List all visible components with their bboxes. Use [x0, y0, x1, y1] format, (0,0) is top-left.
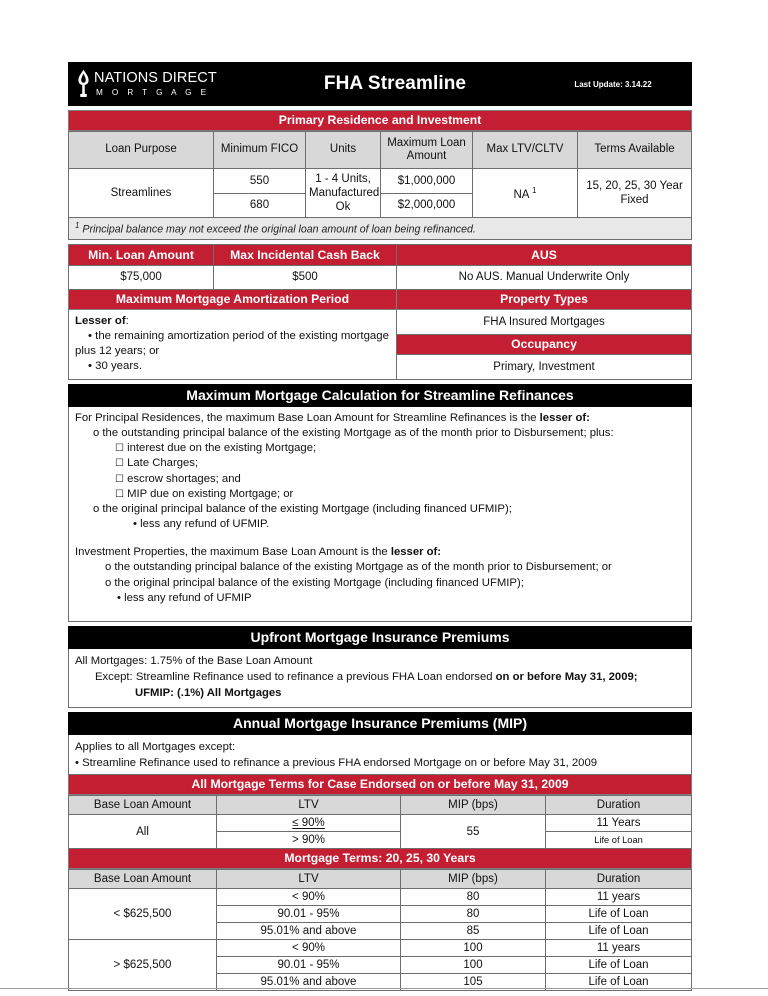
max-calc-sub-1 — [75, 441, 687, 456]
property-types-value: FHA Insured Mortgages — [483, 315, 605, 328]
cell-duration-1: 11 Years — [546, 815, 692, 832]
footnote-marker: 1 — [75, 221, 80, 231]
cell-ltv-1: ≤ 90% — [217, 815, 401, 832]
amortization-bullet-1-cont: plus 12 years; or — [75, 344, 160, 357]
cell-mip: 80 — [401, 906, 546, 923]
col-base-loan-amount: Base Loan Amount — [69, 796, 217, 815]
upfront-line-3-bold: UFMIP: (.1%) All Mortgages — [135, 687, 282, 700]
col-minimum-fico: Minimum FICO — [214, 132, 306, 169]
table-row — [69, 815, 692, 832]
page-title: FHA Streamline — [323, 73, 467, 94]
cell-duration-2: Life of Loan — [546, 832, 692, 849]
cell-mip: 100 — [401, 940, 546, 957]
cell-max-loan-1: $1,000,000 — [381, 169, 473, 194]
max-calc-sub-2 — [75, 456, 687, 471]
cell-mip: 85 — [401, 923, 546, 940]
occupancy-value: Primary, Investment — [493, 360, 595, 373]
max-calc-sub-3 — [75, 472, 687, 487]
upfront-mip-header: Upfront Mortgage Insurance Premiums — [68, 626, 692, 649]
cell-duration: 11 years — [546, 889, 692, 906]
max-calc-intro-bold: lesser of: — [539, 411, 590, 424]
last-update-label: Last Update: 3.14.22 — [574, 79, 652, 89]
cell-duration: 11 years — [546, 940, 692, 957]
cell-ltv: 95.01% and above — [217, 974, 401, 991]
amortization-bullet-2: • 30 years. — [88, 359, 143, 372]
col-terms-available: Terms Available — [578, 132, 692, 169]
max-calc-intro-text: For Principal Residences, the maximum Base Loan Amount for Streamline Refinances is the — [75, 411, 540, 424]
page-bottom-rule — [0, 988, 768, 989]
upfront-line-2-bold: on or before May 31, 2009; — [495, 671, 638, 684]
cell-base-loan-amount: All — [69, 815, 217, 849]
max-calc-sub-4 — [75, 487, 687, 502]
col-max-incidental-cash-back: Max Incidental Cash Back — [214, 244, 397, 265]
col-loan-purpose: Loan Purpose — [69, 132, 214, 169]
cell-duration: Life of Loan — [546, 974, 692, 991]
max-calc-inv-a: o the outstanding principal balance of the existing Mortgage as of the month prior to Disbursement; or — [105, 561, 612, 574]
cell-ltv: < 90% — [217, 940, 401, 957]
cell-group-1-base: < $625,500 — [69, 889, 217, 940]
max-calc-body — [68, 407, 692, 622]
col-mip-bps: MIP (bps) — [401, 796, 546, 815]
cell-max-loan-2: $2,000,000 — [381, 193, 473, 218]
max-calc-tail-gap — [75, 606, 687, 615]
amortization-property-block — [68, 310, 692, 380]
cell-mip: 100 — [401, 957, 546, 974]
mip-1-header-row — [69, 796, 692, 815]
col-ltv: LTV — [217, 870, 401, 889]
col-min-loan-amount: Min. Loan Amount — [69, 244, 214, 265]
cell-ltv: < 90% — [217, 889, 401, 906]
col-base-loan-amount: Base Loan Amount — [69, 870, 217, 889]
mip-table-2 — [68, 869, 692, 991]
document-header — [68, 62, 692, 106]
primary-residence-band: Primary Residence and Investment — [68, 110, 692, 131]
cell-ltv: 90.01 - 95% — [217, 957, 401, 974]
max-calc-item-d: • less any refund of UFMIP. — [133, 518, 270, 531]
max-ltv-footnote-marker: 1 — [532, 185, 537, 195]
cell-mip-bps: 55 — [401, 815, 546, 849]
annual-mip-header: Annual Mortgage Insurance Premiums (MIP) — [68, 712, 692, 735]
cell-ltv: 95.01% and above — [217, 923, 401, 940]
amortization-bullet-1: • the remaining amortization period of the existing mortgage — [88, 329, 389, 342]
max-calc-item-c: o the original principal balance of the existing Mortgage (including financed UFMIP); — [93, 502, 512, 515]
max-calc-sub-2-text: Late Charges; — [127, 457, 199, 470]
cell-fico-550: 550 — [214, 169, 306, 194]
cell-group-2-base: > $625,500 — [69, 940, 217, 991]
brand-name: NATIONS DIRECT — [94, 70, 217, 87]
cell-loan-purpose: Streamlines — [69, 169, 214, 218]
upfront-line-2-text: Except: Streamline Refinance used to refinance a previous FHA Loan endorsed — [95, 671, 496, 684]
upfront-mip-body — [68, 649, 692, 708]
checkbox-icon: ☐ — [115, 473, 124, 485]
max-calc-sub-1-text: interest due on the existing Mortgage; — [127, 442, 317, 455]
primary-table — [68, 131, 692, 218]
cell-terms: 15, 20, 25, 30 Year Fixed — [578, 169, 692, 218]
cell-mip: 80 — [401, 889, 546, 906]
torch-flame-icon — [76, 69, 91, 99]
footnote-text: Principal balance may not exceed the original loan amount of loan being refinanced. — [82, 223, 476, 236]
upfront-line-1: All Mortgages: 1.75% of the Base Loan Amount — [75, 655, 313, 668]
col-duration: Duration — [546, 870, 692, 889]
upfront-line-3 — [75, 685, 685, 701]
cell-aus: No AUS. Manual Underwrite Only — [397, 265, 692, 289]
annual-mip-body — [68, 735, 692, 775]
primary-table-footnote — [68, 218, 692, 240]
max-calc-item-a: o the outstanding principal balance of the existing Mortgage as of the month prior to Disbursement; plus: — [93, 426, 614, 439]
cell-duration: Life of Loan — [546, 923, 692, 940]
annual-line-1: Applies to all Mortgages except: — [75, 741, 236, 754]
col-ltv: LTV — [217, 796, 401, 815]
table-row — [69, 889, 692, 906]
mip-table-2-band: Mortgage Terms: 20, 25, 30 Years — [68, 849, 692, 869]
cell-max-ltv — [473, 169, 578, 218]
checkbox-icon: ☐ — [115, 488, 124, 500]
col-mip-bps: MIP (bps) — [401, 870, 546, 889]
cell-fico-680: 680 — [214, 193, 306, 218]
cell-max-incidental-cash-back: $500 — [214, 265, 397, 289]
max-calc-intro — [75, 411, 687, 426]
max-calc-inv-c: • less any refund of UFMIP — [117, 591, 252, 604]
cell-duration: Life of Loan — [546, 957, 692, 974]
cell-min-loan-amount: $75,000 — [69, 265, 214, 289]
occupancy-header: Occupancy — [397, 334, 691, 355]
upfront-line-2 — [75, 669, 685, 685]
amortization-header: Maximum Mortgage Amortization Period — [68, 290, 396, 310]
lesser-of-colon: : — [125, 314, 129, 327]
mip-table-1-band: All Mortgage Terms for Case Endorsed on or before May 31, 2009 — [68, 775, 692, 795]
max-calc-inv-text: Investment Properties, the maximum Base Loan Amount is the — [75, 546, 391, 559]
company-logo — [69, 69, 249, 99]
property-types-header: Property Types — [396, 290, 692, 310]
fha-streamline-matrix — [68, 62, 692, 991]
lesser-of-label: Lesser of — [75, 314, 126, 327]
cell-mip: 105 — [401, 974, 546, 991]
table-header-row — [69, 132, 692, 169]
max-calc-inv-intro — [75, 545, 687, 560]
table-row — [69, 169, 692, 194]
max-calc-gap — [75, 532, 687, 545]
max-ltv-value: NA — [513, 188, 529, 201]
col-duration: Duration — [546, 796, 692, 815]
col-maximum-loan-amount: Maximum Loan Amount — [381, 132, 473, 169]
checkbox-icon: ☐ — [115, 458, 124, 470]
limits-header-row — [69, 244, 692, 265]
cell-duration: Life of Loan — [546, 906, 692, 923]
checkbox-icon: ☐ — [115, 443, 124, 455]
col-units: Units — [306, 132, 381, 169]
limits-value-row — [69, 265, 692, 289]
mip-2-header-row — [69, 870, 692, 889]
max-calc-inv-bold: lesser of: — [390, 546, 442, 559]
limits-table — [68, 244, 692, 290]
max-calc-sub-3-text: escrow shortages; and — [127, 472, 241, 485]
cell-ltv: 90.01 - 95% — [217, 906, 401, 923]
amortization-lesser-of — [75, 314, 390, 329]
property-occupancy-column — [397, 310, 691, 379]
max-calc-header: Maximum Mortgage Calculation for Streamline Refinances — [68, 384, 692, 407]
col-max-ltv-cltv: Max LTV/CLTV — [473, 132, 578, 169]
cell-units: 1 - 4 Units, Manufactured Ok — [306, 169, 381, 218]
amortization-detail — [69, 310, 397, 379]
col-aus: AUS — [397, 244, 692, 265]
cell-ltv-2: > 90% — [217, 832, 401, 849]
table-row — [69, 940, 692, 957]
max-calc-inv-b: o the original principal balance of the existing Mortgage (including financed UFMIP); — [105, 576, 524, 589]
annual-line-2: • Streamline Refinance used to refinance a previous FHA endorsed Mortgage on or before May 31, 2009 — [75, 757, 598, 770]
brand-subtitle: M O R T G A G E — [96, 87, 210, 97]
max-calc-sub-4-text: MIP due on existing Mortgage; or — [127, 487, 294, 500]
mip-table-1 — [68, 795, 692, 849]
